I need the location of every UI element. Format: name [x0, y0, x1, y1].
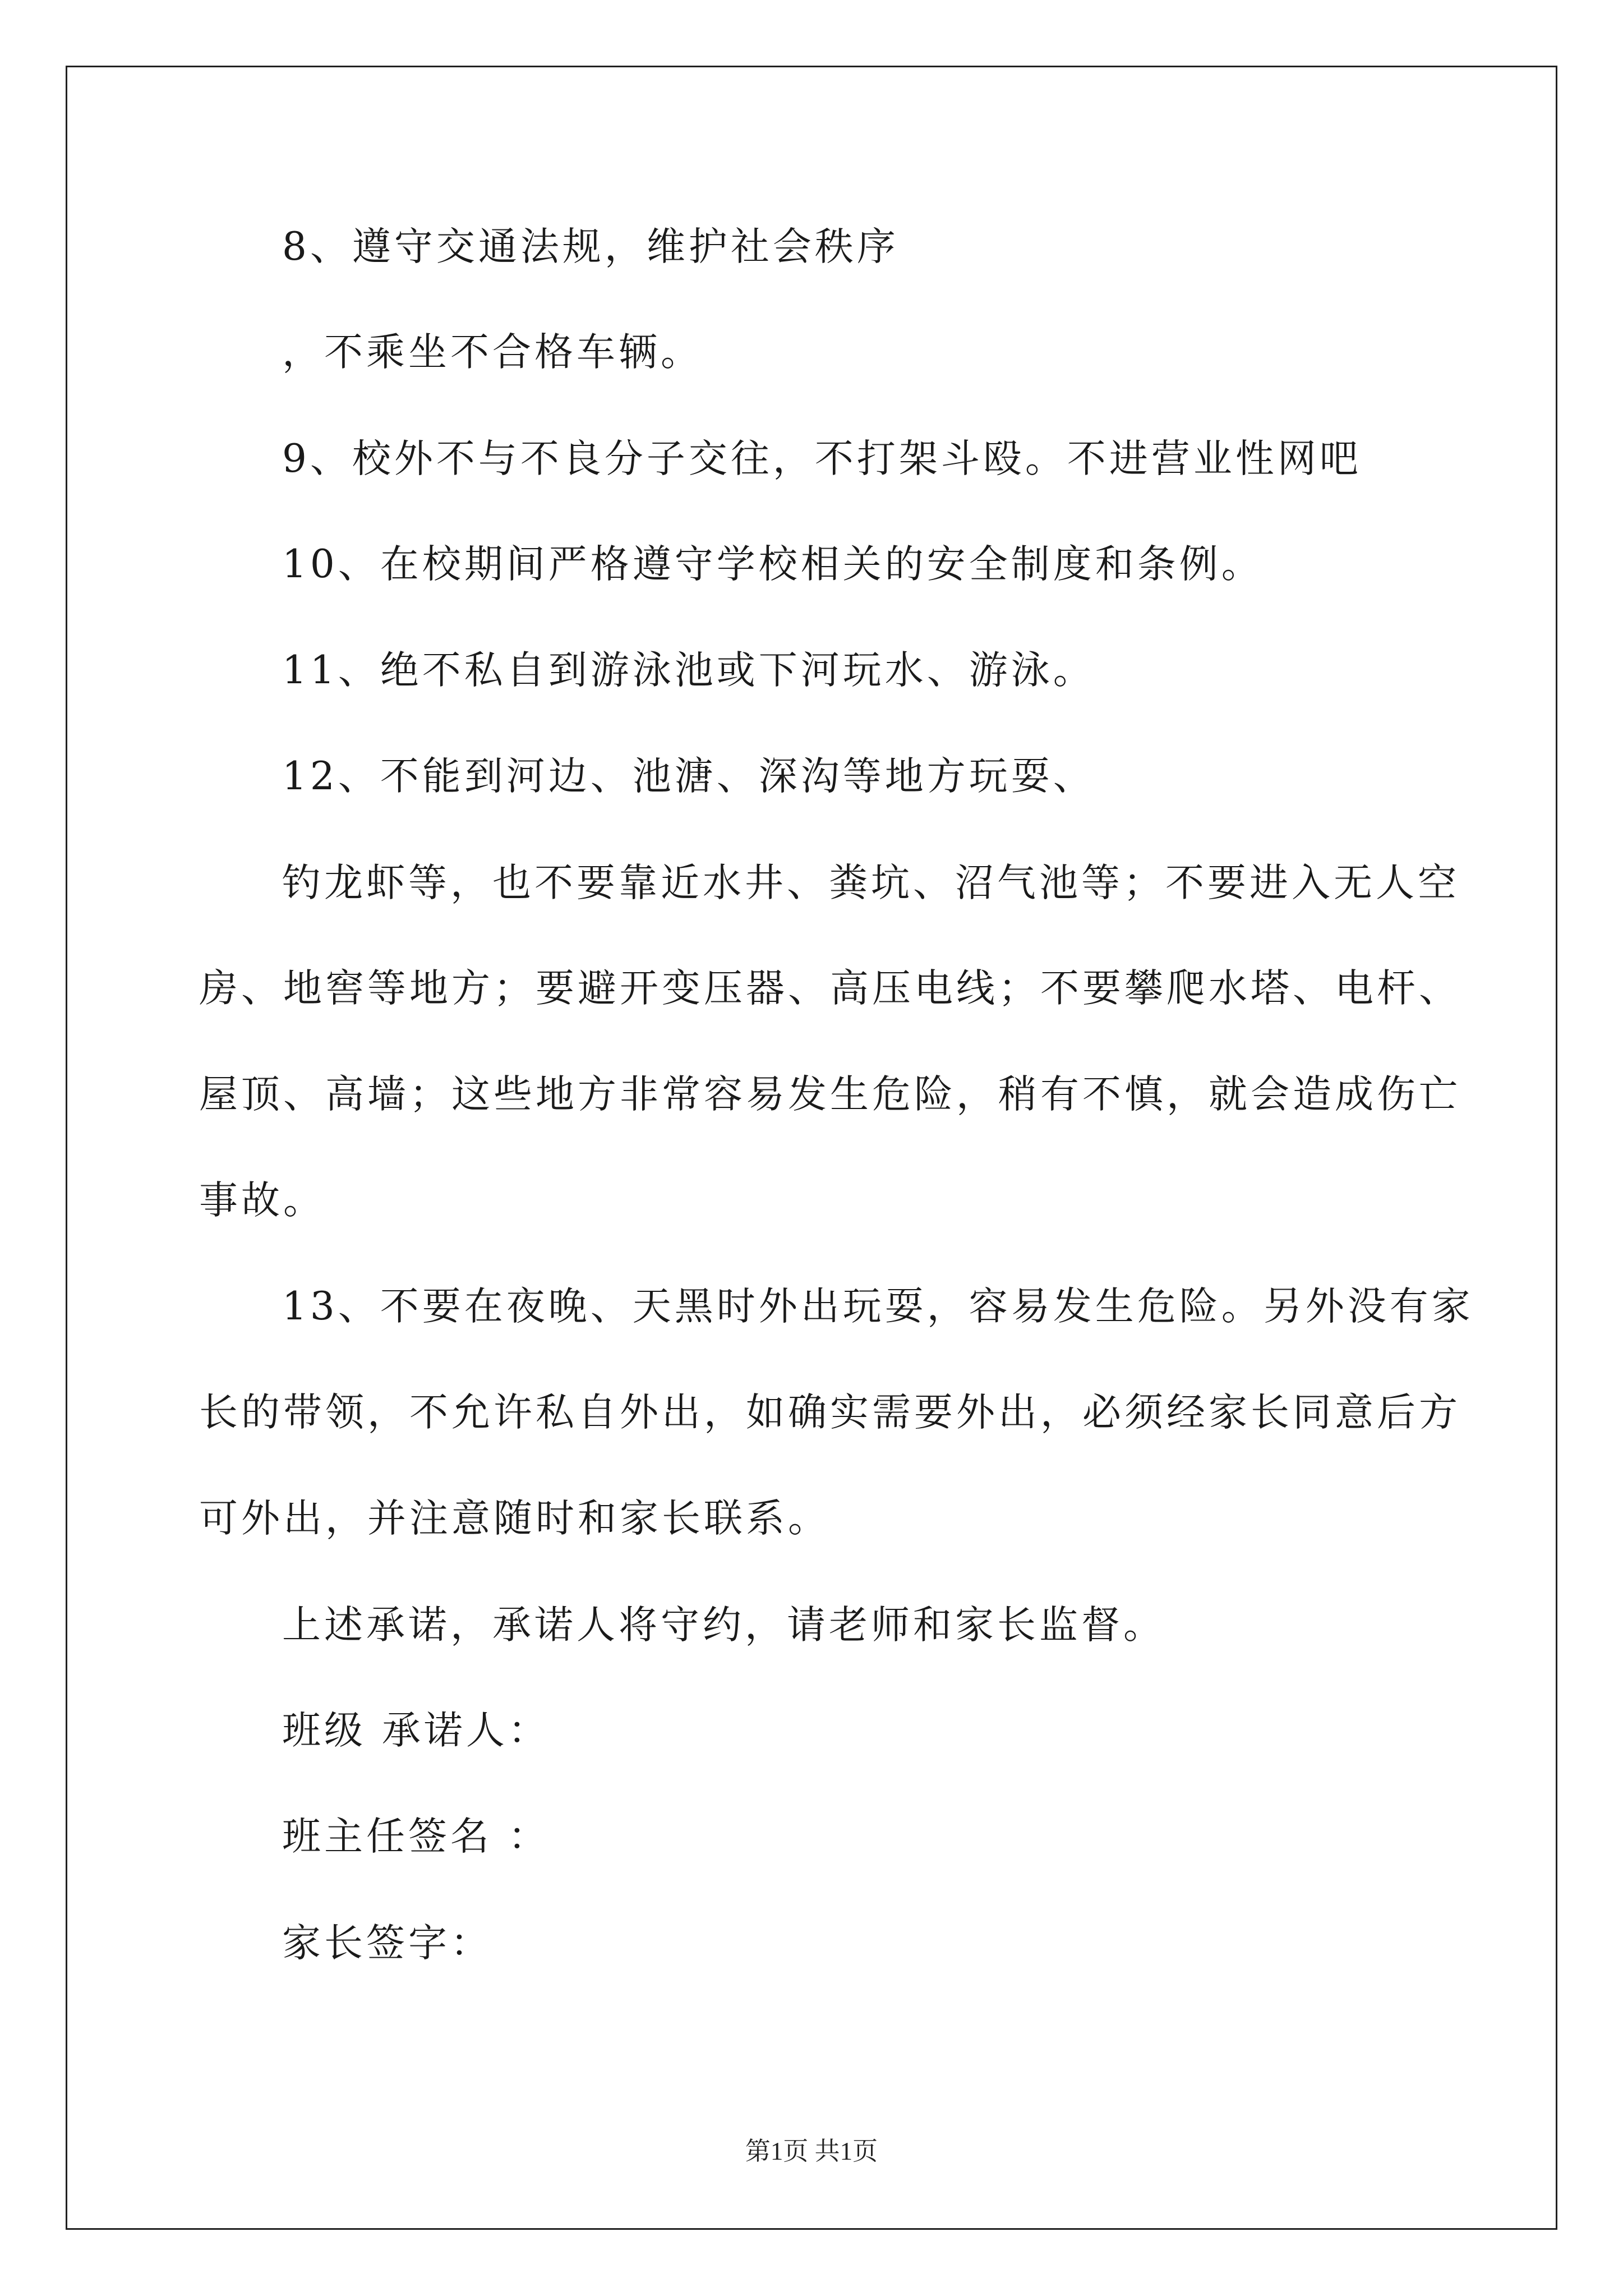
teacher-signature-field: 班主任签名 ： [282, 1814, 550, 1859]
item-11: 11、绝不私自到游泳池或下河玩水、游泳。 [282, 648, 1095, 693]
item-13-line-3: 可外出，并注意随时和家长联系。 [199, 1496, 830, 1541]
item-8-line-2: ，不乘坐不合格车辆。 [282, 330, 703, 375]
page-number: 第1页 共1页 [745, 2137, 878, 2165]
item-8-line-1: 8、遵守交通法规，维护社会秩序 [282, 224, 899, 269]
item-13-line-1: 13、不要在夜晚、天黑时外出玩耍，容易发生危险。另外没有家 [282, 1284, 1474, 1329]
item-9: 9、校外不与不良分子交往，不打架斗殴。不进营业性网吧 [282, 436, 1362, 481]
item-12-line-5: 事故。 [199, 1178, 325, 1223]
item-13-line-2: 长的带领，不允许私自外出，如确实需要外出，必须经家长同意后方 [199, 1390, 1461, 1435]
item-12-line-4: 屋顶、高墙；这些地方非常容易发生危险，稍有不慎，就会造成伤亡 [199, 1072, 1461, 1117]
item-12-line-1: 12、不能到河边、池溏、深沟等地方玩耍、 [282, 754, 1095, 799]
item-12-line-3: 房、地窖等地方；要避开变压器、高压电线；不要攀爬水塔、电杆、 [199, 966, 1461, 1011]
pledge-statement: 上述承诺，承诺人将守约，请老师和家长监督。 [282, 1603, 1165, 1648]
page-border [66, 66, 1557, 2230]
class-pledger-field: 班级 承诺人： [282, 1708, 550, 1753]
item-12-line-2: 钓龙虾等，也不要靠近水井、粪坑、沼气池等；不要进入无人空 [282, 861, 1460, 905]
parent-signature-field: 家长签字： [282, 1921, 492, 1966]
item-10: 10、在校期间严格遵守学校相关的安全制度和条例。 [282, 542, 1264, 587]
